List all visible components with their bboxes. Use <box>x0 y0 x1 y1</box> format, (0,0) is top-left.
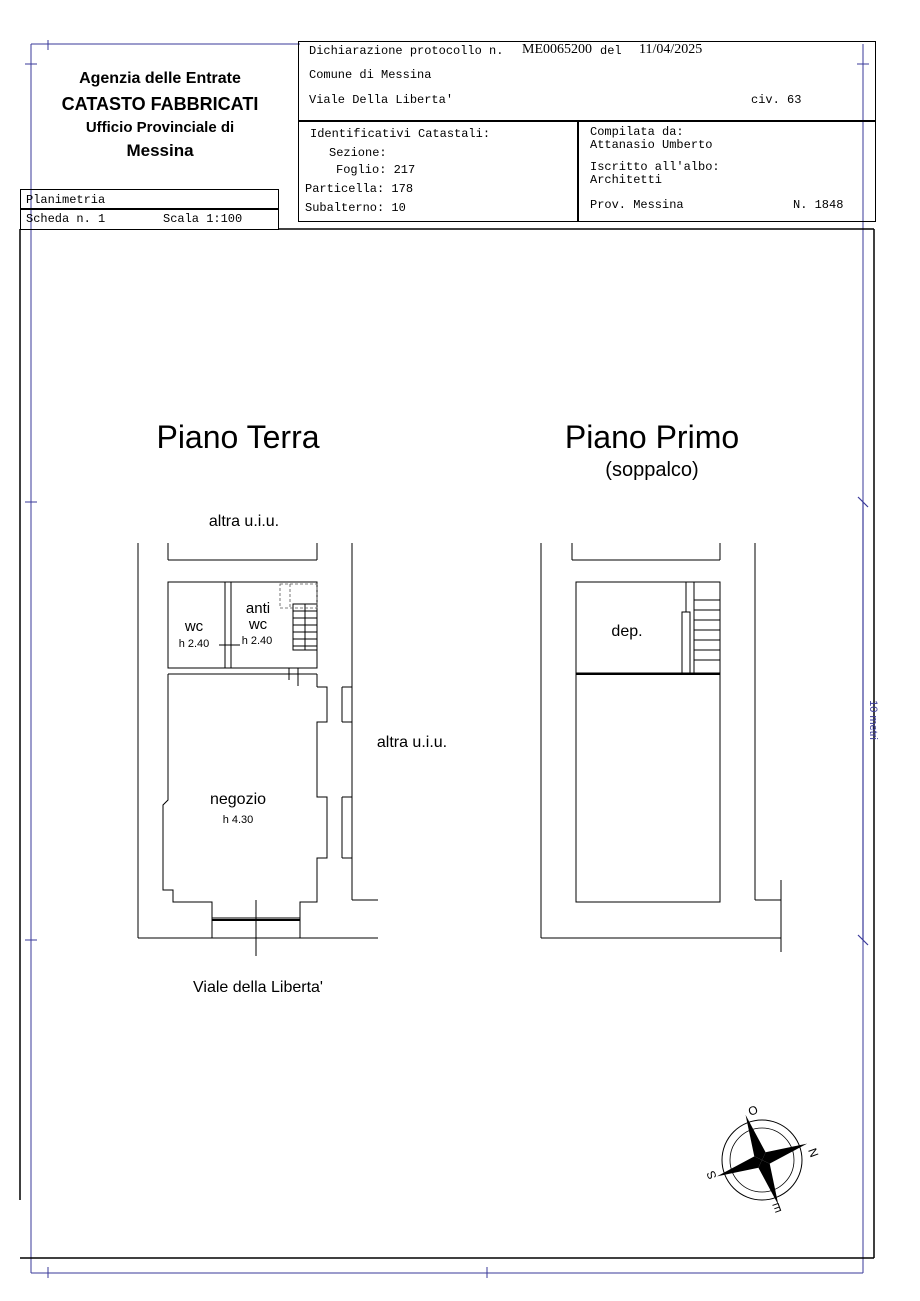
office-city: Messina <box>126 141 194 160</box>
street-label: Viale della Liberta' <box>193 979 323 996</box>
sheet-scheda: Scheda n. 1 <box>26 212 106 226</box>
wc-label: wc <box>184 618 204 635</box>
albo-label: Iscritto all'albo: <box>590 160 720 174</box>
identifiers-title: Identificativi Catastali: <box>310 127 491 141</box>
compiler-label: Compilata da: <box>590 125 684 139</box>
compass-o: O <box>746 1102 760 1119</box>
protocol-label: Dichiarazione protocollo n. <box>309 44 504 58</box>
catasto-title: CATASTO FABBRICATI <box>61 94 259 114</box>
civic-number: civ. 63 <box>751 93 802 107</box>
dep-label: dep. <box>611 623 643 640</box>
office-label: Ufficio Provinciale di <box>85 119 235 136</box>
negozio-height: h 4.30 <box>222 814 254 826</box>
scale-bar-label: 10 metri <box>867 700 879 740</box>
ground-floor-title: Piano Terra <box>156 419 320 455</box>
agency-name: Agenzia delle Entrate <box>79 70 241 87</box>
address: Viale Della Liberta' <box>309 93 454 107</box>
anti-height: h 2.40 <box>241 635 273 647</box>
negozio-label: negozio <box>209 791 267 808</box>
protocol-number: ME0065200 <box>522 42 592 57</box>
protocol-date: 11/04/2025 <box>639 42 703 57</box>
compass-s: S <box>703 1168 720 1182</box>
other-unit-right: altra u.i.u. <box>376 734 448 751</box>
compiler-name: Attanasio Umberto <box>590 138 713 152</box>
other-unit-top: altra u.i.u. <box>208 513 280 530</box>
compass-e: E <box>770 1199 784 1216</box>
foglio: Foglio: 217 <box>336 163 416 177</box>
first-floor-title: Piano Primo <box>564 419 740 455</box>
first-floor-walls <box>541 543 781 952</box>
compass-n: N <box>805 1146 822 1160</box>
anti-wc-label: wc <box>248 616 268 633</box>
comune: Comune di Messina <box>309 68 432 82</box>
protocol-del: del <box>600 44 622 58</box>
sheet-scale: Scala 1:100 <box>163 212 243 226</box>
subalterno: Subalterno: 10 <box>305 201 406 215</box>
albo-value: Architetti <box>590 173 663 187</box>
sezione: Sezione: <box>329 146 387 160</box>
first-floor-subtitle: (soppalco) <box>605 459 699 481</box>
sheet-type: Planimetria <box>26 193 106 207</box>
compiler-number: N. 1848 <box>793 198 844 212</box>
compiler-province: Prov. Messina <box>590 198 684 212</box>
anti-label: anti <box>245 600 271 617</box>
compass-rose <box>700 1098 823 1221</box>
wc-height: h 2.40 <box>178 638 210 650</box>
particella: Particella: 178 <box>305 182 414 196</box>
